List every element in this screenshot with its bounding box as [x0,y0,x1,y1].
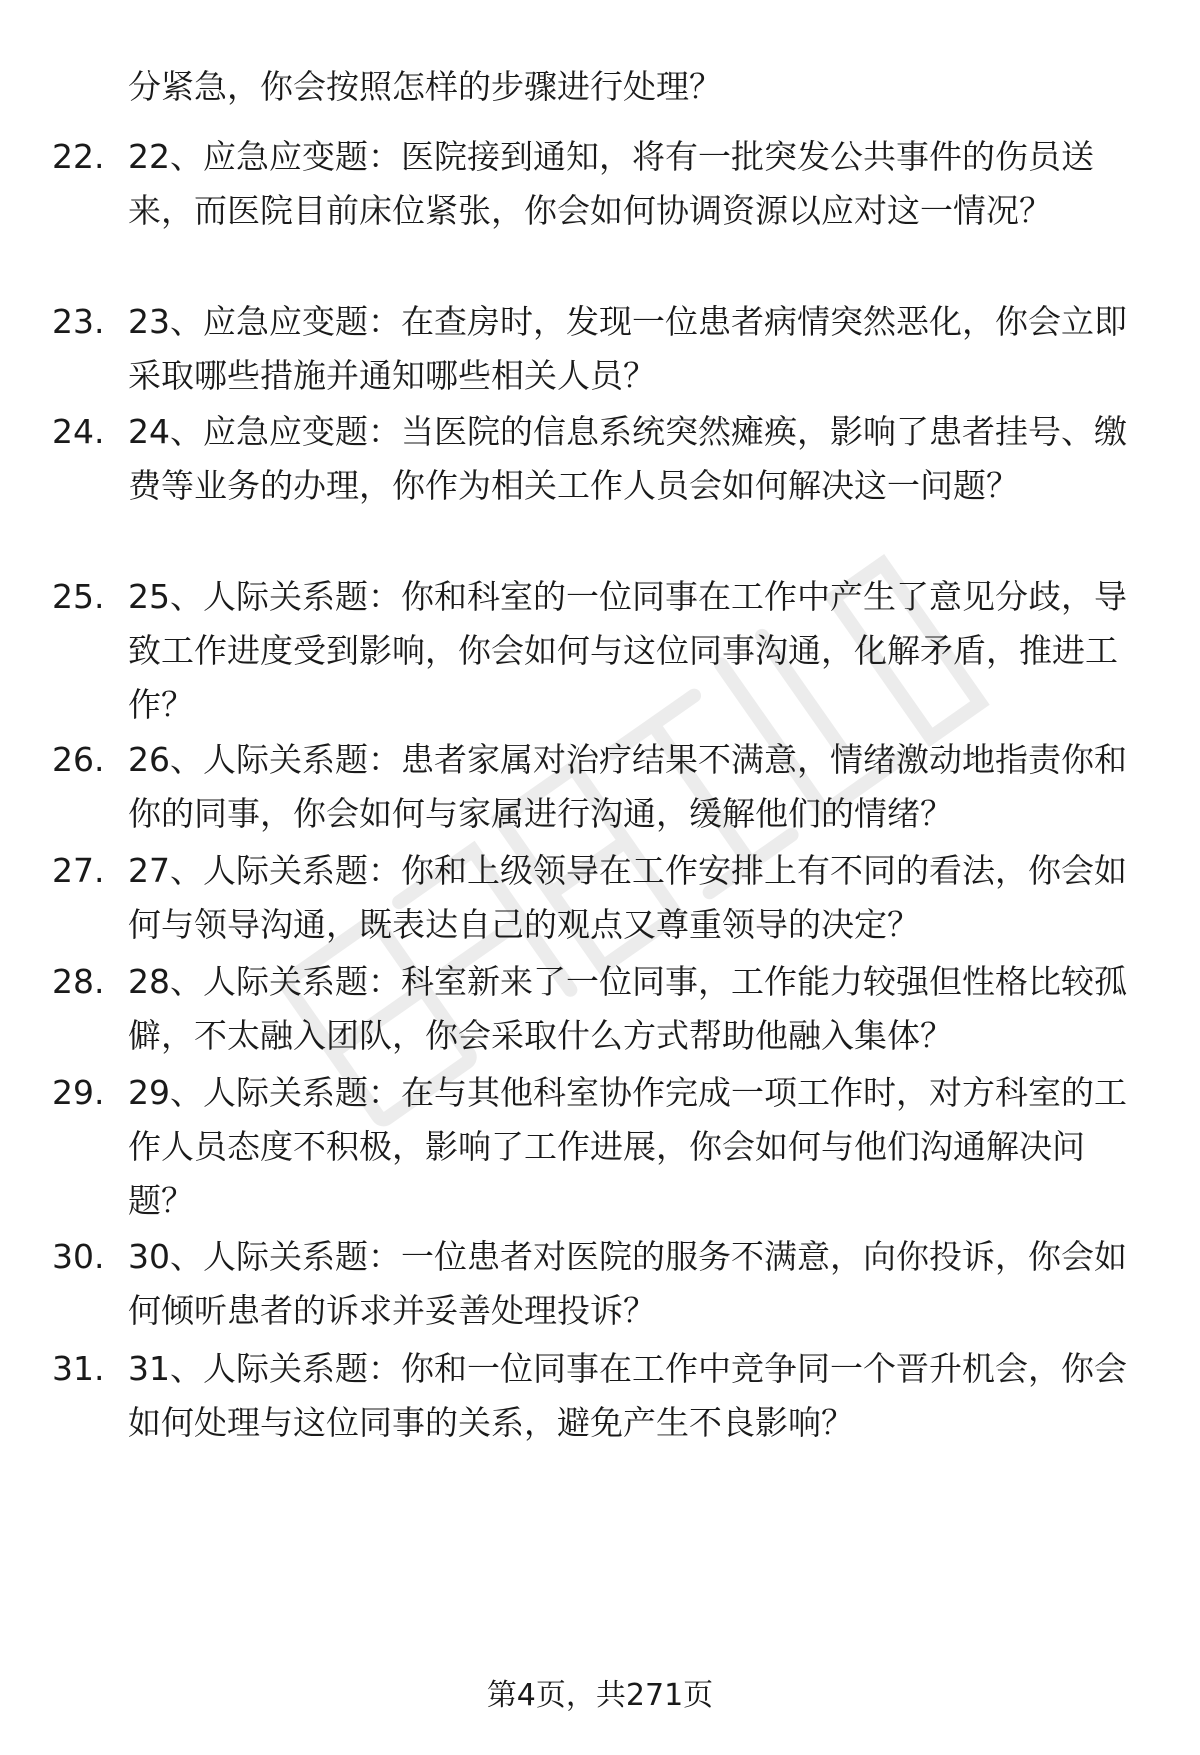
item-number: 28. [52,962,105,1001]
item-number: 27. [52,851,105,890]
item-text: 31、人际关系题：你和一位同事在工作中竞争同一个晋升机会，你会如何处理与这位同事的关系，避免产生不良影响？ [128,1349,1127,1442]
carryover-text: 分紧急，你会按照怎样的步骤进行处理？ [128,67,722,106]
item-number: 24. [52,412,105,451]
item-text: 29、人际关系题：在与其他科室协作完成一项工作时，对方科室的工作人员态度不积极，影响了工作进展，你会如何与他们沟通解决问题？ [128,1073,1127,1220]
item-text: 27、人际关系题：你和上级领导在工作安排上有不同的看法，你会如何与领导沟通，既表达自己的观点又尊重领导的决定？ [128,851,1127,944]
item-text: 23、应急应变题：在查房时，发现一位患者病情突然恶化，你会立即采取哪些措施并通知哪些相关人员？ [128,302,1127,395]
item-number: 22. [52,137,105,176]
item-number: 23. [52,302,105,341]
item-text: 24、应急应变题：当医院的信息系统突然瘫痪，影响了患者挂号、缴费等业务的办理，你作为相关工作人员会如何解决这一问题？ [128,412,1127,505]
item-text: 25、人际关系题：你和科室的一位同事在工作中产生了意见分歧，导致工作进度受到影响，你会如何与这位同事沟通，化解矛盾，推进工作？ [128,577,1127,724]
item-text: 28、人际关系题：科室新来了一位同事，工作能力较强但性格比较孤僻，不太融入团队，你会采取什么方式帮助他融入集体？ [128,962,1127,1055]
page-footer: 第4页，共271页 [486,1678,714,1713]
item-text: 26、人际关系题：患者家属对治疗结果不满意，情绪激动地指责你和你的同事，你会如何与家属进行沟通，缓解他们的情绪？ [128,740,1127,833]
item-number: 29. [52,1073,105,1112]
item-text: 30、人际关系题：一位患者对医院的服务不满意，向你投诉，你会如何倾听患者的诉求并妥善处理投诉？ [128,1237,1127,1330]
item-number: 26. [52,740,105,779]
item-number: 31. [52,1349,105,1388]
item-text: 22、应急应变题：医院接到通知，将有一批突发公共事件的伤员送来，而医院目前床位紧张，你会如何协调资源以应对这一情况？ [128,137,1094,230]
item-number: 25. [52,577,105,616]
item-number: 30. [52,1237,105,1276]
